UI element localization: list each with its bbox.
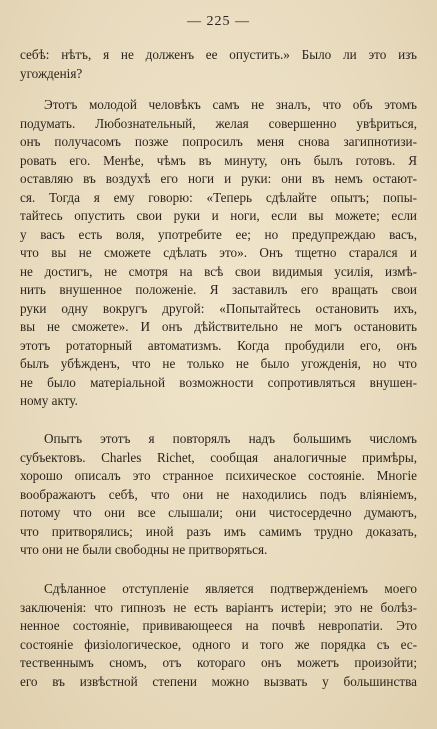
text-line: потому что они все слышали; они чистосердечно думаютъ, [20,505,417,520]
text-line: не было матеріальной возможности сопротивляться внушен- [20,374,417,390]
text-line: заключенія: что гипнозъ не есть варіантъ истеріи; это не болѣз- [20,599,417,615]
text-line: что они не были свободны не притворяться. [20,542,268,557]
text-line: хорошо описалъ это странное психическое состояніе. Многіе [20,468,417,483]
text-line: у васъ есть воля, употребите ее; но предупреждаю васъ, [20,226,417,242]
text-line: этотъ ротаторный автоматизмъ. Когда пробудили его, онъ [20,337,417,353]
text-line: онъ получасомъ позже попросилъ меня снова загипнотизи- [20,134,417,149]
text-line: не достигъ, не смотря на всѣ свои видимыя усилія, измѣ- [20,263,417,279]
text-line: Сдѣланное отступленіе является подтвержденіемъ моего [44,581,417,596]
text-line: подумать. Любознательный, желая совершенно увѣриться, [20,115,417,131]
text-line: что вы не сможете сдѣлать это». Онъ тщетно старался и [20,245,417,260]
text-line: ся. Тогда я ему говорю: «Теперь сдѣлайте опытъ; попы- [20,189,417,205]
text-line: Этотъ молодой человѣкъ самъ не зналъ, что объ этомъ [44,97,417,112]
text-line: вы не сможете». И онъ дѣйствительно не могъ остановить [20,319,417,334]
text-line: тественнымъ сномъ, отъ котораго онъ можетъ произойти; [20,655,417,670]
text-line: ровать его. Менѣе, чѣмъ въ минуту, онъ былъ готовъ. Я [20,152,417,168]
text-line: состояніе физіологическое, одного и того же порядка съ ес- [20,636,417,652]
text-line: субъектовъ. Charles Richet, сообщая аналогичные примѣры, [20,449,417,465]
page-number: — 225 — [187,14,250,29]
text-line: оставляю въ воздухѣ его ноги и руки: они въ немъ остают- [20,171,417,186]
paragraph-1 [20,46,417,83]
text-line: руки одну вокругъ другой: «Попытайтесь остановить ихъ, [20,300,417,316]
paragraph-3 [20,430,417,560]
text-line: себѣ: нѣтъ, я не долженъ ее опустить.» Было ли это изъ [20,47,417,62]
text-line: что притворялись; иной разъ имъ самимъ трудно доказать, [20,523,417,539]
text-line: воображаютъ себѣ, что они не находились подъ вліяніемъ, [20,486,417,502]
text-line: его въ извѣстной степени можно вызвать у большинства [20,673,417,689]
text-line: нить внушенное положеніе. Я заставилъ его вращать свои [20,282,417,297]
paragraph-4 [20,580,417,691]
text-line: былъ убѣжденъ, что не только не было угожденія, но что [20,356,417,371]
text-line: угожденія? [20,65,83,81]
text-line: тайтесь опустить свои руки и ноги, если вы можете; если [20,208,417,223]
text-line: Опытъ этотъ я повторялъ надъ большимъ числомъ [44,431,417,446]
text-line: ненное состояніе, прививающееся на почвѣ невропатіи. Это [20,618,417,633]
text-line: ному акту. [20,393,78,408]
paragraph-2 [20,96,417,411]
